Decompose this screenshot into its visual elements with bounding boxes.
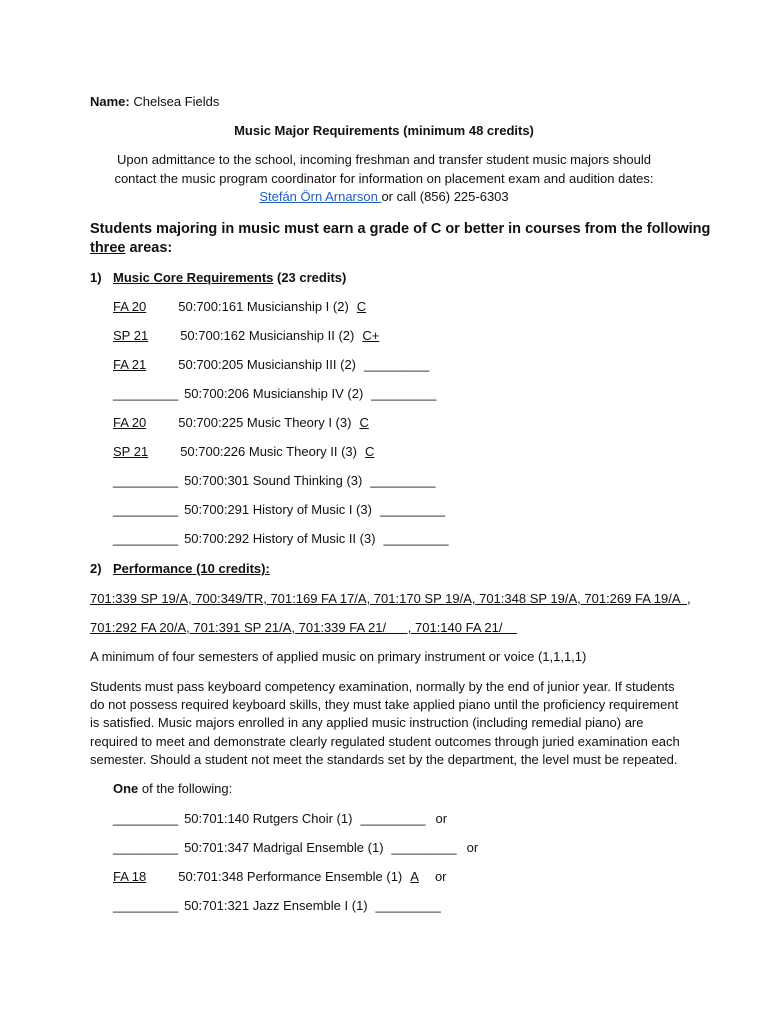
core-course-row xyxy=(113,502,445,517)
grade-field: _________ xyxy=(379,502,446,517)
course-name: 50:700:206 Musicianship IV (2) xyxy=(184,386,364,401)
keyboard-line: semester. Should a student not meet the standards set by the department, the level must be repeated. xyxy=(90,751,678,767)
ensemble-course-row xyxy=(113,840,478,855)
performance-courses-line-2: 701:292 FA 20/A, 701:391 SP 21/A, 701:339 FA 21/ , 701:140 FA 21/ xyxy=(90,620,517,635)
requirements-heading-line-2 xyxy=(90,238,172,258)
term-field: _________ xyxy=(113,473,179,488)
ensemble-course-row xyxy=(113,869,447,884)
course-name: 50:700:301 Sound Thinking (3) xyxy=(184,473,363,488)
name-label: Name: xyxy=(90,94,130,109)
term-field: _________ xyxy=(113,502,179,517)
one-rest: of the following: xyxy=(138,781,233,796)
core-course-row xyxy=(113,473,435,488)
core-course-row xyxy=(113,299,372,314)
core-course-row xyxy=(113,328,385,343)
document-title: Music Major Requirements (minimum 48 credits) xyxy=(234,123,534,138)
term-field: _________ xyxy=(113,898,179,913)
ensemble-course-row xyxy=(113,898,441,913)
course-name: 50:701:321 Jazz Ensemble I (1) xyxy=(184,898,368,913)
section-2-number: 2) xyxy=(90,561,102,576)
course-name: 50:700:161 Musicianship I (2) xyxy=(178,299,349,314)
call-text: or call (856) 225-6303 xyxy=(381,189,509,204)
term-field: _________ xyxy=(113,840,179,855)
performance-courses-line-1: 701:339 SP 19/A, 700:349/TR, 701:169 FA 17/A, 701:170 SP 19/A, 701:348 SP 19/A, 701:269 FA 19/A , xyxy=(90,591,691,606)
core-course-row xyxy=(113,357,429,372)
course-name: 50:701:347 Madrigal Ensemble (1) xyxy=(184,840,384,855)
course-name: 50:700:225 Music Theory I (3) xyxy=(178,415,352,430)
grade-field: _________ xyxy=(364,357,430,372)
keyboard-line: required to meet and demonstrate clearly regulated student outcomes through juried examination each xyxy=(90,733,680,749)
name-value: Chelsea Fields xyxy=(133,94,220,109)
grade-field: C xyxy=(359,415,369,430)
course-name: 50:701:140 Rutgers Choir (1) xyxy=(184,811,353,826)
ensemble-course-row xyxy=(113,811,447,826)
course-name: 50:700:205 Musicianship III (2) xyxy=(178,357,357,372)
section-2-title: Performance (10 credits): xyxy=(113,561,270,576)
grade-field: _________ xyxy=(375,898,441,913)
section-1-title xyxy=(113,270,346,285)
course-name: 50:700:292 History of Music II (3) xyxy=(184,531,376,546)
term-field: FA 21 xyxy=(113,357,147,372)
heading-three: three xyxy=(90,240,126,256)
course-name: 50:700:226 Music Theory II (3) xyxy=(180,444,357,459)
or-text: or xyxy=(434,869,447,884)
one-bold: One xyxy=(113,781,139,796)
course-name: 50:700:291 History of Music I (3) xyxy=(184,502,372,517)
core-course-row xyxy=(113,444,380,459)
term-field: FA 20 xyxy=(113,415,147,430)
intro-line-1: Upon admittance to the school, incoming freshman and transfer student music majors should xyxy=(117,152,651,167)
course-name: 50:700:162 Musicianship II (2) xyxy=(180,328,355,343)
grade-field: C xyxy=(364,444,375,459)
course-name: 50:701:348 Performance Ensemble (1) xyxy=(178,869,403,884)
keyboard-line: Students must pass keyboard competency examination, normally by the end of junior year. If students xyxy=(90,679,675,694)
heading-areas: areas: xyxy=(125,240,173,256)
term-field: _________ xyxy=(113,811,179,826)
coordinator-link[interactable]: Stefán Örn Arnarson xyxy=(259,189,382,204)
or-text: or xyxy=(466,840,479,855)
keyboard-line: do not possess required keyboard skills, they must take applied piano until the proficiency requirement xyxy=(90,697,679,713)
one-of-following xyxy=(113,781,232,796)
applied-music-note: A minimum of four semesters of applied music on primary instrument or voice (1,1,1,1) xyxy=(90,649,587,664)
core-title: Music Core Requirements xyxy=(113,270,274,285)
term-field: FA 18 xyxy=(113,869,147,884)
grade-field: C xyxy=(356,299,367,314)
core-course-row xyxy=(113,386,436,401)
core-course-row xyxy=(113,531,449,546)
grade-field: _________ xyxy=(391,840,457,855)
term-field: _________ xyxy=(113,531,179,546)
core-course-row xyxy=(113,415,375,430)
section-1-number: 1) xyxy=(90,270,102,285)
term-field: _________ xyxy=(113,386,179,401)
requirements-heading-line-1: Students majoring in music must earn a grade of C or better in courses from the following xyxy=(90,221,711,237)
intro-line-2: contact the music program coordinator for information on placement exam and audition dates: xyxy=(114,171,654,186)
core-credits: (23 credits) xyxy=(273,270,347,285)
grade-field: _________ xyxy=(360,811,426,826)
or-text: or xyxy=(435,811,448,826)
grade-field: _________ xyxy=(371,386,437,401)
term-field: FA 20 xyxy=(113,299,147,314)
term-field: SP 21 xyxy=(113,444,149,459)
grade-field: A xyxy=(410,869,419,884)
grade-field: C+ xyxy=(362,328,380,343)
grade-field: _________ xyxy=(370,473,436,488)
term-field: SP 21 xyxy=(113,328,149,343)
intro-line-3 xyxy=(0,189,768,204)
name-line xyxy=(90,94,219,109)
keyboard-paragraph xyxy=(90,678,680,769)
keyboard-line: is satisfied. Music majors enrolled in any applied music instruction (including remedial piano) are xyxy=(90,715,644,731)
grade-field: _________ xyxy=(383,531,449,546)
